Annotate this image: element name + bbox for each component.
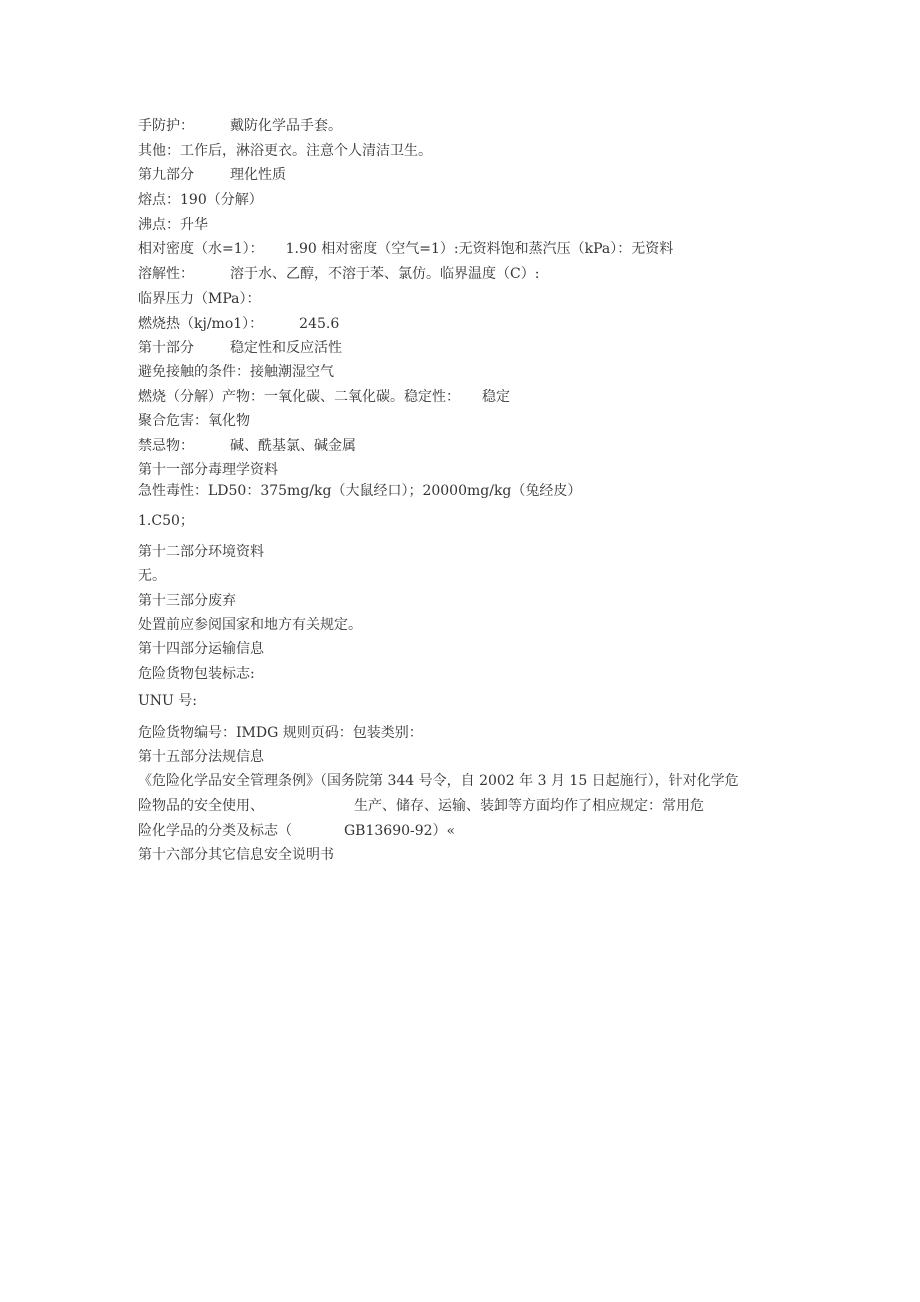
line-label: 险化学品的分类及标志（ xyxy=(138,823,292,839)
line-text: 沸点：升华 xyxy=(138,217,208,233)
text-line-regulations-2 xyxy=(138,797,704,815)
section-heading-15 xyxy=(138,748,264,766)
text-line-conditions-to-avoid xyxy=(138,363,334,381)
line-text: 危险货物编号：IMDG 规则页码：包装类别： xyxy=(138,725,423,741)
line-value: 戴防化学品手套。 xyxy=(230,118,342,134)
line-label: 险物品的安全使用、 xyxy=(138,798,264,814)
line-text: 其他：工作后，淋浴更衣。注意个人清洁卫生。 xyxy=(138,143,432,159)
line-value: 碱、酰基氯、碱金属 xyxy=(230,438,356,454)
text-line-regulations-3 xyxy=(138,822,455,840)
text-line-acute-toxicity xyxy=(138,482,581,500)
section-heading-16 xyxy=(138,846,334,864)
line-value: 1.90 相对密度（空气=1）:无资料饱和蒸汽压（kPa）：无资料 xyxy=(285,241,674,257)
section-heading-11 xyxy=(138,461,278,479)
text-line-polymerization-hazard xyxy=(138,412,250,430)
section-title: 理化性质 xyxy=(230,167,286,183)
line-value: 溶于水、乙醇，不溶于苯、氯仿。临界温度（C）: xyxy=(230,266,540,282)
text-line-dangerous-goods-number xyxy=(138,724,423,742)
section-heading-14 xyxy=(138,640,264,658)
line-label: 燃烧（分解）产物：一氧化碳、二氧化碳。稳定性： xyxy=(138,389,460,405)
line-text: UNU 号: xyxy=(138,693,198,709)
line-label: 溶解性： xyxy=(138,266,194,282)
text-line-other xyxy=(138,142,432,160)
line-label: 禁忌物： xyxy=(138,438,194,454)
section-title: 第十六部分其它信息安全说明书 xyxy=(138,847,334,863)
text-line-incompatibles xyxy=(138,437,356,455)
text-line-boiling-point xyxy=(138,216,208,234)
text-line-lc50 xyxy=(138,512,194,530)
line-text: 1.C50； xyxy=(138,513,194,529)
section-number: 第十部分 xyxy=(138,340,194,356)
section-heading-9 xyxy=(138,166,286,184)
line-label: 手防护： xyxy=(138,118,194,134)
line-text: 聚合危害：氧化物 xyxy=(138,413,250,429)
line-value: GB13690-92）« xyxy=(344,823,456,839)
section-heading-13 xyxy=(138,592,236,610)
section-title: 第十二部分环境资料 xyxy=(138,544,264,560)
section-heading-12 xyxy=(138,543,264,561)
line-text: 临界压力（MPa）： xyxy=(138,291,261,307)
section-title: 第十四部分运输信息 xyxy=(138,641,264,657)
text-line-environment-none xyxy=(138,567,166,585)
line-label: 相对密度（水=1）： xyxy=(138,241,264,257)
text-line-solubility xyxy=(138,265,539,283)
line-label: 燃烧热（kj/mo1）： xyxy=(138,316,264,332)
text-line-packaging-label xyxy=(138,665,255,683)
line-text: 熔点：190（分解） xyxy=(138,192,263,208)
section-title: 第十五部分法规信息 xyxy=(138,749,264,765)
line-text: 无。 xyxy=(138,568,166,584)
section-heading-10 xyxy=(138,339,342,357)
line-value: 稳定 xyxy=(482,389,510,405)
text-line-heat-of-combustion xyxy=(138,315,339,333)
line-text: 《危险化学品安全管理条例》（国务院第 344 号令，自 2002 年 3 月 15 日起施行），针对化学危 xyxy=(138,773,739,789)
text-line-combustion-products xyxy=(138,388,510,406)
text-line-un-number xyxy=(138,692,197,710)
text-line-regulations-1 xyxy=(138,772,739,790)
section-number: 第九部分 xyxy=(138,167,194,183)
section-title: 第十三部分废弃 xyxy=(138,593,236,609)
text-line-disposal xyxy=(138,616,362,634)
line-value: 245.6 xyxy=(299,316,340,332)
text-line-relative-density xyxy=(138,240,673,258)
section-title: 第十一部分毒理学资料 xyxy=(138,462,278,478)
line-text: 急性毒性：LD50：375mg/kg（大鼠经口）；20000mg/kg（兔经皮） xyxy=(138,483,582,499)
line-text: 避免接触的条件：接触潮湿空气 xyxy=(138,364,334,380)
text-line-critical-pressure xyxy=(138,290,260,308)
section-title: 稳定性和反应活性 xyxy=(230,340,342,356)
line-text: 处置前应参阅国家和地方有关规定。 xyxy=(138,617,362,633)
line-text: 危险货物包装标志: xyxy=(138,666,255,682)
text-line-melting-point xyxy=(138,191,263,209)
line-value: 生产、储存、运输、装卸等方面均作了相应规定：常用危 xyxy=(354,798,704,814)
text-line-hand-protection xyxy=(138,117,342,135)
